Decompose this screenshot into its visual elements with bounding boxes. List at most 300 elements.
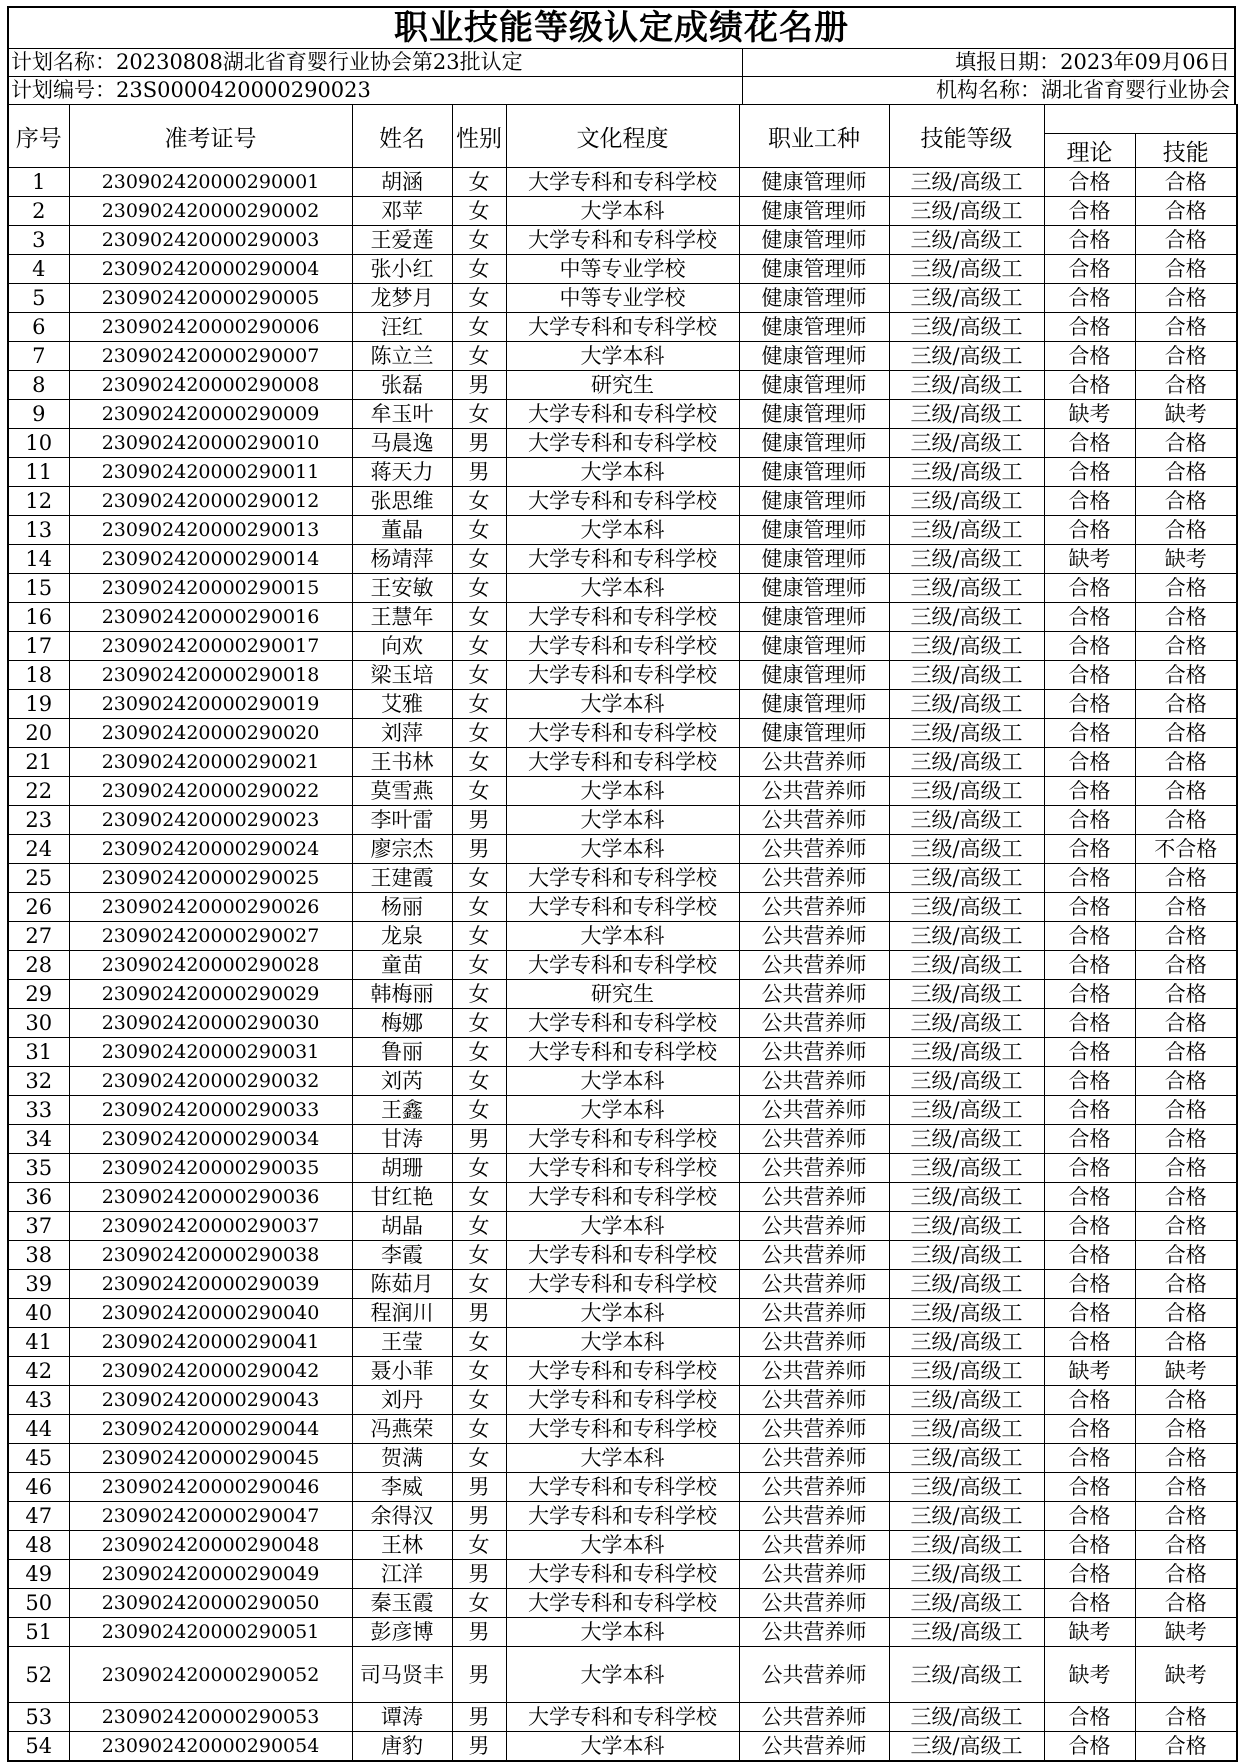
table-row [8, 1328, 1237, 1357]
cell-occupation: 公共营养师 [739, 980, 889, 1009]
cell-gender: 女 [452, 748, 506, 777]
cell-theory: 缺考 [1044, 400, 1135, 429]
cell-seq: 19 [8, 690, 69, 719]
cell-skill: 合格 [1135, 806, 1237, 835]
cell-skill-level: 三级/高级工 [889, 951, 1044, 980]
table-row [8, 1560, 1237, 1589]
cell-skill: 合格 [1135, 1732, 1237, 1762]
table-row [8, 516, 1237, 545]
cell-name: 刘丹 [352, 1386, 452, 1415]
cell-skill: 合格 [1135, 1067, 1237, 1096]
cell-name: 司马贤丰 [352, 1647, 452, 1703]
cell-name: 童苗 [352, 951, 452, 980]
cell-skill: 合格 [1135, 1560, 1237, 1589]
cell-exam-number: 230902420000290026 [69, 893, 352, 922]
cell-name: 李威 [352, 1473, 452, 1502]
cell-name: 王书林 [352, 748, 452, 777]
cell-occupation: 健康管理师 [739, 400, 889, 429]
cell-exam-number: 230902420000290048 [69, 1531, 352, 1560]
cell-skill: 缺考 [1135, 400, 1237, 429]
cell-theory: 合格 [1044, 777, 1135, 806]
cell-seq: 33 [8, 1096, 69, 1125]
roster-sheet [7, 6, 1236, 1762]
cell-occupation: 公共营养师 [739, 777, 889, 806]
cell-education: 大学本科 [506, 458, 739, 487]
cell-skill: 合格 [1135, 1212, 1237, 1241]
cell-seq: 41 [8, 1328, 69, 1357]
cell-exam-number: 230902420000290050 [69, 1589, 352, 1618]
cell-name: 王爱莲 [352, 226, 452, 255]
plan-number: 计划编号：23S0000420000290023 [9, 77, 743, 104]
cell-theory: 合格 [1044, 226, 1135, 255]
table-row [8, 226, 1237, 255]
cell-skill-level: 三级/高级工 [889, 1647, 1044, 1703]
cell-seq: 15 [8, 574, 69, 603]
cell-skill: 合格 [1135, 864, 1237, 893]
cell-skill-level: 三级/高级工 [889, 806, 1044, 835]
cell-skill: 合格 [1135, 1038, 1237, 1067]
cell-gender: 女 [452, 951, 506, 980]
cell-education: 大学专科和专科学校 [506, 719, 739, 748]
cell-theory: 合格 [1044, 1270, 1135, 1299]
cell-education: 大学专科和专科学校 [506, 1183, 739, 1212]
cell-skill: 合格 [1135, 458, 1237, 487]
cell-seq: 50 [8, 1589, 69, 1618]
cell-education: 大学专科和专科学校 [506, 1125, 739, 1154]
cell-skill-level: 三级/高级工 [889, 516, 1044, 545]
cell-skill: 合格 [1135, 284, 1237, 313]
cell-skill: 合格 [1135, 226, 1237, 255]
cell-theory: 缺考 [1044, 1647, 1135, 1703]
cell-gender: 女 [452, 777, 506, 806]
cell-occupation: 健康管理师 [739, 487, 889, 516]
cell-exam-number: 230902420000290043 [69, 1386, 352, 1415]
table-row [8, 400, 1237, 429]
cell-theory: 合格 [1044, 1096, 1135, 1125]
cell-gender: 男 [452, 1473, 506, 1502]
cell-exam-number: 230902420000290003 [69, 226, 352, 255]
cell-skill: 合格 [1135, 719, 1237, 748]
cell-gender: 女 [452, 1328, 506, 1357]
cell-occupation: 公共营养师 [739, 806, 889, 835]
cell-theory: 合格 [1044, 1560, 1135, 1589]
cell-theory: 合格 [1044, 1386, 1135, 1415]
cell-education: 中等专业学校 [506, 255, 739, 284]
cell-skill: 合格 [1135, 1183, 1237, 1212]
cell-skill-level: 三级/高级工 [889, 1589, 1044, 1618]
cell-education: 研究生 [506, 371, 739, 400]
cell-theory: 合格 [1044, 1212, 1135, 1241]
cell-education: 大学专科和专科学校 [506, 1009, 739, 1038]
cell-seq: 36 [8, 1183, 69, 1212]
cell-seq: 45 [8, 1444, 69, 1473]
cell-gender: 女 [452, 574, 506, 603]
table-row [8, 864, 1237, 893]
cell-exam-number: 230902420000290005 [69, 284, 352, 313]
cell-skill-level: 三级/高级工 [889, 574, 1044, 603]
cell-education: 大学专科和专科学校 [506, 1357, 739, 1386]
cell-exam-number: 230902420000290031 [69, 1038, 352, 1067]
cell-skill-level: 三级/高级工 [889, 197, 1044, 226]
cell-skill-level: 三级/高级工 [889, 1125, 1044, 1154]
cell-name: 胡晶 [352, 1212, 452, 1241]
cell-exam-number: 230902420000290020 [69, 719, 352, 748]
cell-occupation: 公共营养师 [739, 1154, 889, 1183]
cell-theory: 合格 [1044, 574, 1135, 603]
table-row [8, 371, 1237, 400]
table-row [8, 1732, 1237, 1762]
cell-education: 大学本科 [506, 835, 739, 864]
table-row [8, 1473, 1237, 1502]
cell-exam-number: 230902420000290054 [69, 1732, 352, 1762]
cell-name: 王慧年 [352, 603, 452, 632]
header-row [8, 105, 1237, 134]
cell-occupation: 公共营养师 [739, 1415, 889, 1444]
cell-skill: 合格 [1135, 487, 1237, 516]
cell-theory: 合格 [1044, 690, 1135, 719]
cell-occupation: 健康管理师 [739, 168, 889, 197]
cell-exam-number: 230902420000290014 [69, 545, 352, 574]
cell-education: 大学专科和专科学校 [506, 168, 739, 197]
cell-skill-level: 三级/高级工 [889, 226, 1044, 255]
cell-occupation: 健康管理师 [739, 429, 889, 458]
cell-education: 大学专科和专科学校 [506, 1386, 739, 1415]
table-row [8, 1415, 1237, 1444]
cell-skill: 合格 [1135, 690, 1237, 719]
cell-name: 艾雅 [352, 690, 452, 719]
cell-occupation: 公共营养师 [739, 1732, 889, 1762]
cell-exam-number: 230902420000290035 [69, 1154, 352, 1183]
cell-skill: 合格 [1135, 1589, 1237, 1618]
cell-seq: 47 [8, 1502, 69, 1531]
cell-occupation: 健康管理师 [739, 661, 889, 690]
table-body [8, 168, 1237, 1762]
cell-gender: 女 [452, 922, 506, 951]
cell-skill: 合格 [1135, 1502, 1237, 1531]
cell-seq: 49 [8, 1560, 69, 1589]
cell-occupation: 公共营养师 [739, 1096, 889, 1125]
cell-skill: 合格 [1135, 777, 1237, 806]
cell-skill-level: 三级/高级工 [889, 1299, 1044, 1328]
cell-exam-number: 230902420000290027 [69, 922, 352, 951]
table-row [8, 1125, 1237, 1154]
cell-theory: 合格 [1044, 1154, 1135, 1183]
cell-skill-level: 三级/高级工 [889, 893, 1044, 922]
cell-name: 张磊 [352, 371, 452, 400]
cell-education: 大学专科和专科学校 [506, 313, 739, 342]
cell-gender: 女 [452, 168, 506, 197]
cell-name: 王安敏 [352, 574, 452, 603]
cell-name: 廖宗杰 [352, 835, 452, 864]
cell-seq: 53 [8, 1703, 69, 1732]
cell-exam-number: 230902420000290021 [69, 748, 352, 777]
cell-skill-level: 三级/高级工 [889, 864, 1044, 893]
cell-name: 董晶 [352, 516, 452, 545]
cell-skill: 缺考 [1135, 1357, 1237, 1386]
cell-gender: 女 [452, 487, 506, 516]
cell-name: 杨靖萍 [352, 545, 452, 574]
info-row-2 [7, 76, 1236, 104]
cell-exam-number: 230902420000290044 [69, 1415, 352, 1444]
cell-gender: 女 [452, 342, 506, 371]
cell-skill-level: 三级/高级工 [889, 1009, 1044, 1038]
cell-gender: 女 [452, 1386, 506, 1415]
cell-exam-number: 230902420000290029 [69, 980, 352, 1009]
cell-name: 韩梅丽 [352, 980, 452, 1009]
cell-name: 李霞 [352, 1241, 452, 1270]
cell-exam-number: 230902420000290047 [69, 1502, 352, 1531]
cell-theory: 合格 [1044, 313, 1135, 342]
cell-name: 蒋天力 [352, 458, 452, 487]
cell-theory: 合格 [1044, 429, 1135, 458]
cell-theory: 合格 [1044, 284, 1135, 313]
header-skill: 技能 [1135, 134, 1237, 168]
cell-occupation: 健康管理师 [739, 458, 889, 487]
plan-name: 计划名称：20230808湖北省育婴行业协会第23批认定 [9, 49, 743, 76]
cell-skill-level: 三级/高级工 [889, 748, 1044, 777]
cell-skill: 合格 [1135, 922, 1237, 951]
cell-seq: 27 [8, 922, 69, 951]
cell-seq: 5 [8, 284, 69, 313]
cell-occupation: 公共营养师 [739, 1618, 889, 1647]
cell-occupation: 公共营养师 [739, 1299, 889, 1328]
cell-skill-level: 三级/高级工 [889, 458, 1044, 487]
table-row [8, 197, 1237, 226]
cell-exam-number: 230902420000290012 [69, 487, 352, 516]
cell-education: 大学本科 [506, 516, 739, 545]
cell-education: 大学专科和专科学校 [506, 1560, 739, 1589]
cell-theory: 合格 [1044, 1473, 1135, 1502]
cell-gender: 男 [452, 1299, 506, 1328]
cell-education: 大学专科和专科学校 [506, 603, 739, 632]
cell-occupation: 健康管理师 [739, 719, 889, 748]
cell-theory: 合格 [1044, 255, 1135, 284]
fill-date: 填报日期：2023年09月06日 [955, 50, 1230, 74]
cell-gender: 女 [452, 1067, 506, 1096]
cell-name: 张思维 [352, 487, 452, 516]
cell-name: 聂小菲 [352, 1357, 452, 1386]
cell-gender: 女 [452, 661, 506, 690]
cell-gender: 男 [452, 1125, 506, 1154]
cell-skill: 合格 [1135, 574, 1237, 603]
cell-education: 大学本科 [506, 1096, 739, 1125]
cell-seq: 54 [8, 1732, 69, 1762]
cell-theory: 合格 [1044, 197, 1135, 226]
cell-education: 大学本科 [506, 1647, 739, 1703]
cell-skill: 合格 [1135, 1444, 1237, 1473]
cell-skill: 合格 [1135, 1386, 1237, 1415]
cell-theory: 合格 [1044, 922, 1135, 951]
cell-exam-number: 230902420000290034 [69, 1125, 352, 1154]
cell-skill-level: 三级/高级工 [889, 835, 1044, 864]
cell-seq: 52 [8, 1647, 69, 1703]
cell-occupation: 公共营养师 [739, 1647, 889, 1703]
cell-skill: 合格 [1135, 516, 1237, 545]
cell-exam-number: 230902420000290037 [69, 1212, 352, 1241]
cell-gender: 女 [452, 1038, 506, 1067]
cell-name: 余得汉 [352, 1502, 452, 1531]
cell-skill-level: 三级/高级工 [889, 1703, 1044, 1732]
cell-gender: 女 [452, 690, 506, 719]
cell-occupation: 健康管理师 [739, 255, 889, 284]
cell-occupation: 公共营养师 [739, 1212, 889, 1241]
cell-seq: 8 [8, 371, 69, 400]
cell-name: 汪红 [352, 313, 452, 342]
cell-gender: 女 [452, 400, 506, 429]
cell-gender: 男 [452, 458, 506, 487]
cell-skill: 合格 [1135, 1531, 1237, 1560]
cell-occupation: 公共营养师 [739, 1241, 889, 1270]
cell-exam-number: 230902420000290022 [69, 777, 352, 806]
cell-gender: 男 [452, 1703, 506, 1732]
cell-gender: 女 [452, 226, 506, 255]
cell-seq: 46 [8, 1473, 69, 1502]
cell-theory: 合格 [1044, 1502, 1135, 1531]
cell-exam-number: 230902420000290036 [69, 1183, 352, 1212]
cell-skill-level: 三级/高级工 [889, 603, 1044, 632]
cell-education: 大学本科 [506, 1444, 739, 1473]
cell-education: 大学本科 [506, 574, 739, 603]
cell-exam-number: 230902420000290030 [69, 1009, 352, 1038]
cell-skill: 合格 [1135, 1096, 1237, 1125]
cell-occupation: 健康管理师 [739, 226, 889, 255]
cell-skill: 合格 [1135, 1270, 1237, 1299]
cell-theory: 合格 [1044, 371, 1135, 400]
cell-education: 大学本科 [506, 1531, 739, 1560]
cell-skill-level: 三级/高级工 [889, 1096, 1044, 1125]
cell-theory: 合格 [1044, 661, 1135, 690]
cell-theory: 合格 [1044, 1183, 1135, 1212]
cell-seq: 9 [8, 400, 69, 429]
cell-education: 大学专科和专科学校 [506, 1473, 739, 1502]
table-row [8, 1038, 1237, 1067]
cell-gender: 男 [452, 1502, 506, 1531]
cell-occupation: 健康管理师 [739, 632, 889, 661]
cell-occupation: 公共营养师 [739, 1473, 889, 1502]
cell-skill: 合格 [1135, 748, 1237, 777]
cell-occupation: 公共营养师 [739, 1038, 889, 1067]
cell-theory: 合格 [1044, 835, 1135, 864]
cell-gender: 女 [452, 255, 506, 284]
cell-occupation: 公共营养师 [739, 1589, 889, 1618]
cell-theory: 合格 [1044, 951, 1135, 980]
cell-gender: 女 [452, 1270, 506, 1299]
cell-name: 江洋 [352, 1560, 452, 1589]
cell-gender: 女 [452, 516, 506, 545]
table-row [8, 1096, 1237, 1125]
cell-skill-level: 三级/高级工 [889, 1473, 1044, 1502]
cell-exam-number: 230902420000290051 [69, 1618, 352, 1647]
page-title: 职业技能等级认定成绩花名册 [7, 6, 1236, 48]
cell-skill-level: 三级/高级工 [889, 1560, 1044, 1589]
cell-exam-number: 230902420000290011 [69, 458, 352, 487]
cell-education: 大学本科 [506, 1299, 739, 1328]
cell-name: 程润川 [352, 1299, 452, 1328]
table-row [8, 777, 1237, 806]
table-row [8, 168, 1237, 197]
cell-seq: 51 [8, 1618, 69, 1647]
cell-exam-number: 230902420000290053 [69, 1703, 352, 1732]
cell-skill: 合格 [1135, 980, 1237, 1009]
cell-exam-number: 230902420000290008 [69, 371, 352, 400]
cell-skill-level: 三级/高级工 [889, 1270, 1044, 1299]
cell-theory: 合格 [1044, 1038, 1135, 1067]
cell-skill: 合格 [1135, 371, 1237, 400]
table-row [8, 603, 1237, 632]
table-row [8, 806, 1237, 835]
table-row [8, 951, 1237, 980]
cell-skill: 合格 [1135, 168, 1237, 197]
cell-occupation: 公共营养师 [739, 1270, 889, 1299]
cell-occupation: 公共营养师 [739, 1009, 889, 1038]
cell-name: 杨丽 [352, 893, 452, 922]
cell-education: 大学专科和专科学校 [506, 1703, 739, 1732]
cell-seq: 37 [8, 1212, 69, 1241]
cell-skill: 合格 [1135, 342, 1237, 371]
cell-skill: 合格 [1135, 429, 1237, 458]
cell-skill: 合格 [1135, 1125, 1237, 1154]
cell-education: 大学专科和专科学校 [506, 1270, 739, 1299]
cell-gender: 男 [452, 806, 506, 835]
cell-exam-number: 230902420000290041 [69, 1328, 352, 1357]
cell-seq: 31 [8, 1038, 69, 1067]
cell-education: 大学专科和专科学校 [506, 1241, 739, 1270]
cell-exam-number: 230902420000290038 [69, 1241, 352, 1270]
cell-exam-number: 230902420000290032 [69, 1067, 352, 1096]
cell-seq: 38 [8, 1241, 69, 1270]
table-row [8, 1502, 1237, 1531]
cell-occupation: 公共营养师 [739, 1328, 889, 1357]
cell-education: 大学专科和专科学校 [506, 400, 739, 429]
cell-gender: 女 [452, 603, 506, 632]
cell-exam-number: 230902420000290015 [69, 574, 352, 603]
cell-occupation: 公共营养师 [739, 748, 889, 777]
cell-gender: 女 [452, 1096, 506, 1125]
cell-gender: 女 [452, 197, 506, 226]
cell-seq: 20 [8, 719, 69, 748]
table-row [8, 661, 1237, 690]
table-row [8, 1357, 1237, 1386]
table-row [8, 835, 1237, 864]
cell-occupation: 公共营养师 [739, 1703, 889, 1732]
cell-theory: 合格 [1044, 748, 1135, 777]
cell-seq: 18 [8, 661, 69, 690]
cell-gender: 女 [452, 1212, 506, 1241]
header-theory: 理论 [1044, 134, 1135, 168]
cell-gender: 女 [452, 1444, 506, 1473]
cell-seq: 21 [8, 748, 69, 777]
table-row [8, 342, 1237, 371]
cell-seq: 1 [8, 168, 69, 197]
cell-exam-number: 230902420000290040 [69, 1299, 352, 1328]
cell-seq: 6 [8, 313, 69, 342]
cell-skill: 缺考 [1135, 545, 1237, 574]
cell-education: 中等专业学校 [506, 284, 739, 313]
cell-skill-level: 三级/高级工 [889, 1038, 1044, 1067]
cell-skill-level: 三级/高级工 [889, 1732, 1044, 1762]
cell-skill-level: 三级/高级工 [889, 1386, 1044, 1415]
cell-occupation: 公共营养师 [739, 1560, 889, 1589]
table-row [8, 284, 1237, 313]
cell-gender: 女 [452, 1415, 506, 1444]
header-seq: 序号 [8, 105, 69, 168]
cell-gender: 女 [452, 719, 506, 748]
cell-gender: 女 [452, 632, 506, 661]
cell-gender: 男 [452, 371, 506, 400]
cell-skill: 合格 [1135, 1154, 1237, 1183]
cell-name: 谭涛 [352, 1703, 452, 1732]
table-row [8, 922, 1237, 951]
